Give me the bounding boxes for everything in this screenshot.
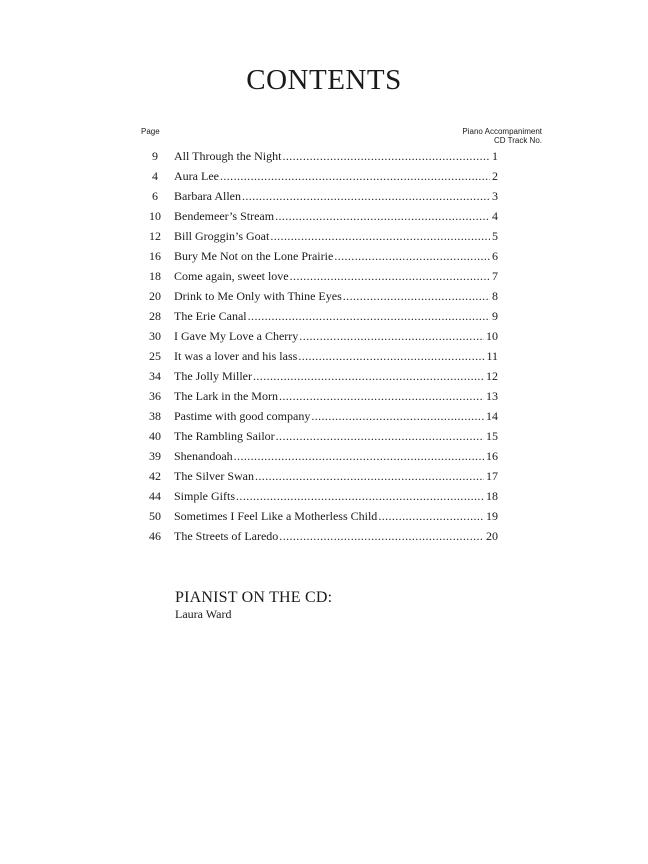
- contents-entry: [136, 526, 498, 546]
- entry-song-title: Come again, sweet love: [174, 269, 289, 283]
- entry-song-title: Sometimes I Feel Like a Motherless Child: [174, 509, 378, 523]
- entry-page-number: 28: [149, 309, 161, 323]
- entry-track-number: 19: [486, 509, 498, 523]
- dot-leader: [276, 426, 484, 446]
- dot-leader: [242, 186, 490, 206]
- dot-leader: [234, 446, 484, 466]
- dot-leader: [270, 226, 490, 246]
- entry-track-number: 6: [492, 249, 498, 263]
- entry-track-number: 12: [486, 369, 498, 383]
- dot-leader: [343, 286, 490, 306]
- dot-leader: [282, 146, 490, 166]
- entry-page-number: 9: [152, 149, 158, 163]
- entry-song-title: Aura Lee: [174, 169, 219, 183]
- pianist-name: Laura Ward: [175, 607, 232, 621]
- entry-track-number: 18: [486, 489, 498, 503]
- entry-song-title: Bury Me Not on the Lone Prairie: [174, 249, 334, 263]
- entry-track-number: 20: [486, 529, 498, 543]
- dot-leader: [290, 266, 490, 286]
- entry-page-number: 18: [149, 269, 161, 283]
- entry-song-title: The Erie Canal: [174, 309, 247, 323]
- entry-page-number: 12: [149, 229, 161, 243]
- entry-page-number: 38: [149, 409, 161, 423]
- entry-track-number: 7: [492, 269, 498, 283]
- entry-page-number: 46: [149, 529, 161, 543]
- contents-entry: [136, 286, 498, 306]
- entry-song-title: I Gave My Love a Cherry: [174, 329, 299, 343]
- track-header-line-2: CD Track No.: [493, 136, 542, 145]
- entry-track-number: 17: [486, 469, 498, 483]
- entry-song-title: Drink to Me Only with Thine Eyes: [174, 289, 342, 303]
- entry-page-number: 20: [149, 289, 161, 303]
- entry-song-title: Bendemeer’s Stream: [174, 209, 275, 223]
- dot-leader: [275, 206, 490, 226]
- contents-entry: [136, 146, 498, 166]
- entry-song-title: The Jolly Miller: [174, 369, 252, 383]
- dot-leader: [378, 506, 484, 526]
- dot-leader: [279, 526, 484, 546]
- dot-leader: [253, 366, 484, 386]
- entry-track-number: 4: [492, 209, 498, 223]
- contents-entry: [136, 246, 498, 266]
- contents-entry: [136, 466, 498, 486]
- entry-song-title: The Rambling Sailor: [174, 429, 275, 443]
- contents-entry: [136, 186, 498, 206]
- contents-entry: [136, 366, 498, 386]
- entry-page-number: 44: [149, 489, 161, 503]
- entry-track-number: 9: [492, 309, 498, 323]
- dot-leader: [279, 386, 484, 406]
- entry-track-number: 13: [486, 389, 498, 403]
- contents-entry: [136, 166, 498, 186]
- entry-page-number: 25: [149, 349, 161, 363]
- dot-leader: [299, 326, 484, 346]
- contents-list: [136, 146, 498, 546]
- contents-entry: [136, 506, 498, 526]
- entry-page-number: 40: [149, 429, 161, 443]
- entry-page-number: 10: [149, 209, 161, 223]
- entry-page-number: 42: [149, 469, 161, 483]
- entry-song-title: It was a lover and his lass: [174, 349, 298, 363]
- entry-page-number: 30: [149, 329, 161, 343]
- contents-entry: [136, 326, 498, 346]
- page-title: CONTENTS: [246, 64, 402, 96]
- pianist-heading: PIANIST ON THE CD:: [175, 589, 333, 606]
- page-column-header: Page: [141, 127, 160, 136]
- entry-page-number: 6: [152, 189, 158, 203]
- entry-song-title: All Through the Night: [174, 149, 282, 163]
- entry-song-title: The Silver Swan: [174, 469, 254, 483]
- track-column-header: [420, 127, 542, 145]
- dot-leader: [236, 486, 484, 506]
- entry-track-number: 15: [486, 429, 498, 443]
- dot-leader: [298, 346, 484, 366]
- entry-song-title: Simple Gifts: [174, 489, 236, 503]
- entry-track-number: 14: [486, 409, 498, 423]
- entry-song-title: Barbara Allen: [174, 189, 241, 203]
- entry-track-number: 8: [492, 289, 498, 303]
- contents-entry: [136, 226, 498, 246]
- contents-entry: [136, 386, 498, 406]
- entry-track-number: 10: [486, 329, 498, 343]
- contents-entry: [136, 206, 498, 226]
- entry-track-number: 1: [492, 149, 498, 163]
- contents-entry: [136, 406, 498, 426]
- entry-page-number: 34: [149, 369, 161, 383]
- entry-track-number: 3: [492, 189, 498, 203]
- entry-song-title: Pastime with good company: [174, 409, 311, 423]
- dot-leader: [311, 406, 484, 426]
- entry-page-number: 50: [149, 509, 161, 523]
- entry-page-number: 39: [149, 449, 161, 463]
- entry-song-title: Bill Groggin’s Goat: [174, 229, 270, 243]
- entry-page-number: 4: [152, 169, 158, 183]
- contents-entry: [136, 446, 498, 466]
- dot-leader: [248, 306, 490, 326]
- contents-entry: [136, 426, 498, 446]
- dot-leader: [334, 246, 490, 266]
- dot-leader: [220, 166, 490, 186]
- entry-track-number: 11: [486, 349, 498, 363]
- entry-song-title: The Lark in the Morn: [174, 389, 278, 403]
- entry-song-title: The Streets of Laredo: [174, 529, 279, 543]
- entry-page-number: 36: [149, 389, 161, 403]
- contents-entry: [136, 486, 498, 506]
- dot-leader: [255, 466, 484, 486]
- entry-track-number: 2: [492, 169, 498, 183]
- contents-entry: [136, 346, 498, 366]
- entry-track-number: 16: [486, 449, 498, 463]
- entry-track-number: 5: [492, 229, 498, 243]
- track-header-line-1: Piano Accompaniment: [462, 127, 542, 136]
- entry-page-number: 16: [149, 249, 161, 263]
- contents-entry: [136, 266, 498, 286]
- entry-song-title: Shenandoah: [174, 449, 233, 463]
- contents-entry: [136, 306, 498, 326]
